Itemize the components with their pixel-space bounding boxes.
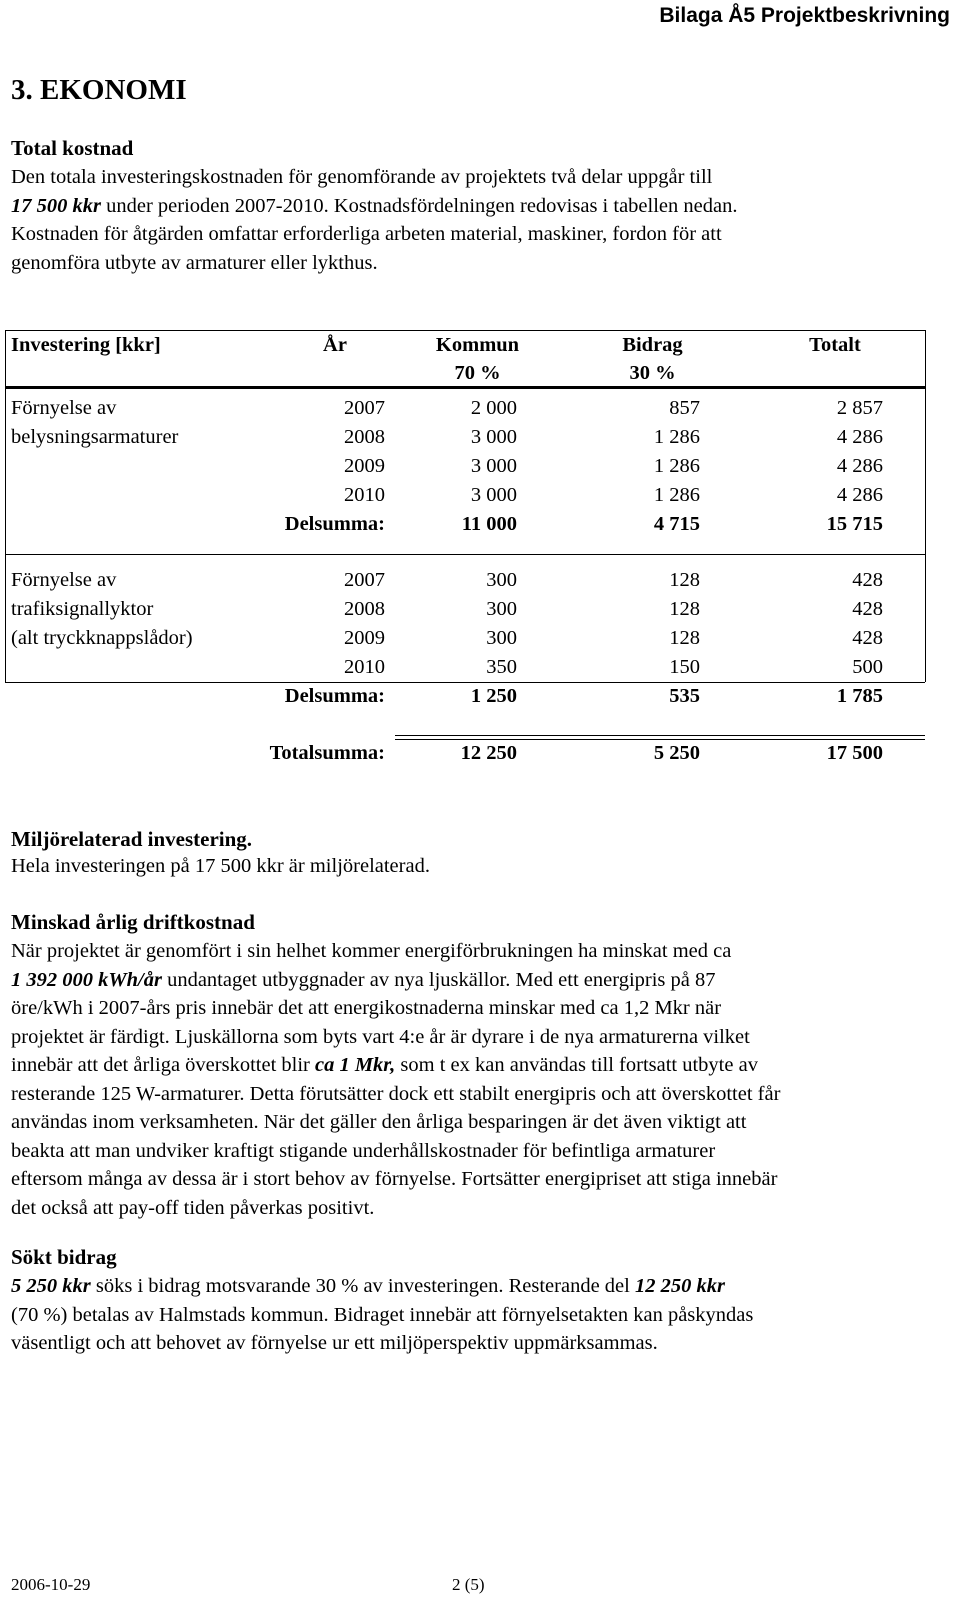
footer-date: 2006-10-29 [11,1575,91,1594]
operating-cost-line: öre/kWh i 2007-års pris innebär det att energikostnaderna minskar med ca 1,2 Mkr när [11,997,722,1019]
total-cost-line-1: Den totala investeringskostnaden för genomförande av projektets två delar uppgår till [11,166,713,188]
grant-line: (70 %) betalas av Halmstads kommun. Bidraget innebär att förnyelsetakten kan påskyndas [11,1303,754,1326]
group-2-label-line-3: (alt tryckknappslådor) [11,627,193,649]
total-amount: 17 500 kkr [11,194,101,217]
grand-total-totalt: 17 500 [826,742,883,764]
total-cost-paragraph [11,163,941,277]
table-header-rule [5,386,925,389]
operating-cost-heading: Minskad årlig driftkostnad [11,910,255,934]
footer-page-number: 2 (5) [452,1575,485,1594]
group-2-totalt [760,566,883,711]
operating-cost-line: beakta att man undviker kraftigt stigande underhållskostnader för befintliga armaturer [11,1139,716,1162]
table-cell-bidrag: 128 [669,627,700,649]
col-header-investering: Investering [kkr] [11,334,161,356]
group-1-label-line-2: belysningsarmaturer [11,426,179,448]
group-2-label [11,566,193,653]
group-2-years [280,566,385,711]
table-cell-totalt: 4 286 [836,484,883,506]
table-cell-totalt: 2 857 [836,397,883,419]
table-cell-bidrag: 1 286 [653,455,700,477]
table-cell-totalt: 428 [852,569,883,591]
table-cell-kommun: 2 000 [470,397,517,419]
table-cell-bidrag: 128 [669,569,700,591]
group-1-label [11,394,178,452]
group-1-years [280,394,385,539]
table-cell-bidrag: 1 286 [653,426,700,448]
table-cell-bidrag: 128 [669,598,700,620]
operating-cost-line: När projektet är genomfört i sin helhet kommer energiförbrukningen ha minskat med ca [11,940,732,962]
grant-line [11,1272,946,1301]
col-header-totalt: Totalt [809,334,861,356]
operating-cost-line: projektet är färdigt. Ljuskällorna som byts vart 4:e år är dyrare i de nya armaturerna vilket [11,1025,750,1048]
table-right-border [925,330,926,682]
municipality-amount: 12 250 kkr [634,1275,725,1297]
operating-cost-line-text: som t ex kan användas till fortsatt utbyte av [395,1054,758,1076]
document-header-title: Bilaga Å5 Projektbeskrivning [659,4,950,27]
grant-heading: Sökt bidrag [11,1245,117,1269]
col-header-bidrag: Bidrag [622,334,683,356]
group-2-subtotal-totalt: 1 785 [836,685,883,707]
operating-cost-line [11,1051,946,1080]
table-left-border [5,330,6,682]
annual-surplus-amount: ca 1 Mkr, [314,1054,396,1076]
table-cell-bidrag: 150 [669,656,700,678]
group-1-subtotal-bidrag: 4 715 [653,513,700,535]
grand-total-kommun: 12 250 [460,742,517,764]
environment-text: Hela investeringen på 17 500 kkr är miljörelaterad. [11,855,430,877]
grant-line: väsentligt och att behovet av förnyelse ur ett miljöperspektiv uppmärksammas. [11,1332,658,1354]
group-2-bidrag [580,566,700,711]
group-2-kommun [400,566,517,711]
table-row-year: 2009 [344,455,385,477]
group-2-label-line-1: Förnyelse av [11,569,117,591]
total-rule-1 [395,735,925,736]
table-cell-kommun: 300 [486,598,517,620]
table-row-year: 2007 [344,569,385,591]
operating-cost-line: det också att pay-off tiden påverkas positivt. [11,1196,375,1219]
operating-cost-line: resterande 125 W-armaturer. Detta förutsätter dock ett stabilt energipris och att överskottet får [11,1082,781,1105]
table-row-year: 2008 [344,426,385,448]
table-cell-totalt: 500 [852,656,883,678]
table-cell-totalt: 4 286 [836,426,883,448]
grand-total-label: Totalsumma: [269,742,385,764]
group-2-subtotal-bidrag: 535 [669,685,700,707]
table-cell-totalt: 4 286 [836,455,883,477]
group-2-subtotal-kommun: 1 250 [470,685,517,707]
table-cell-kommun: 3 000 [470,455,517,477]
grant-paragraph [11,1272,946,1358]
operating-cost-line-text: undantaget utbyggnader av nya ljuskällor. Med ett energipris på 87 [161,968,716,991]
col-header-ar: År [323,334,347,356]
table-cell-kommun: 3 000 [470,484,517,506]
col-header-kommun-pct: 70 % [454,362,501,384]
group-1-subtotal-label: Delsumma: [284,513,385,535]
group-2-label-line-2: trafiksignallyktor [11,598,154,620]
grant-amount: 5 250 kkr [11,1275,91,1297]
group-2-subtotal-label: Delsumma: [284,685,385,707]
table-cell-totalt: 428 [852,627,883,649]
operating-cost-line-text: innebär att det årliga överskottet blir [11,1054,315,1076]
total-cost-heading: Total kostnad [11,136,134,160]
total-rule-2 [395,739,925,740]
total-cost-line-4: genomföra utbyte av armaturer eller lykthus. [11,251,378,274]
table-cell-bidrag: 857 [669,397,700,419]
table-row-year: 2008 [344,598,385,620]
table-cell-kommun: 300 [486,627,517,649]
environment-heading: Miljörelaterad investering. [11,827,253,851]
grant-line-text: söks i bidrag motsvarande 30 % av investeringen. Resterande del [90,1275,635,1297]
table-row-year: 2010 [344,484,385,506]
group-1-kommun [400,394,517,539]
group-1-bidrag [580,394,700,539]
table-top-border [5,330,925,331]
group-1-subtotal-kommun: 11 000 [461,513,517,535]
table-group-divider [5,554,925,555]
operating-cost-paragraph [11,937,946,1222]
total-cost-line-2 [11,192,941,221]
group-1-label-line-1: Förnyelse av [11,397,117,419]
table-row-year: 2010 [344,656,385,678]
total-cost-line-3: Kostnaden för åtgärden omfattar erforderliga arbeten material, maskiner, fordon för att [11,223,722,245]
section-title: 3. EKONOMI [11,74,187,106]
table-cell-kommun: 300 [486,569,517,591]
table-cell-kommun: 3 000 [470,426,517,448]
col-header-bidrag-pct: 30 % [629,362,676,384]
grand-total-bidrag: 5 250 [653,742,700,764]
group-1-subtotal-totalt: 15 715 [826,513,883,535]
col-header-kommun: Kommun [435,334,520,356]
total-cost-line-2-text: under perioden 2007-2010. Kostnadsfördelningen redovisas i tabellen nedan. [100,194,738,217]
energy-saving-amount: 1 392 000 kWh/år [11,968,162,991]
table-row-year: 2009 [344,627,385,649]
table-cell-bidrag: 1 286 [653,484,700,506]
table-cell-totalt: 428 [852,598,883,620]
table-row-year: 2007 [344,397,385,419]
operating-cost-line [11,966,946,995]
operating-cost-line: användas inom verksamheten. När det gäller den årliga besparingen är det även viktigt att [11,1111,747,1133]
group-1-totalt [760,394,883,539]
operating-cost-line: eftersom många av dessa är i stort behov av förnyelse. Fortsätter energipriset att stiga innebär [11,1168,778,1190]
table-cell-kommun: 350 [486,656,517,678]
